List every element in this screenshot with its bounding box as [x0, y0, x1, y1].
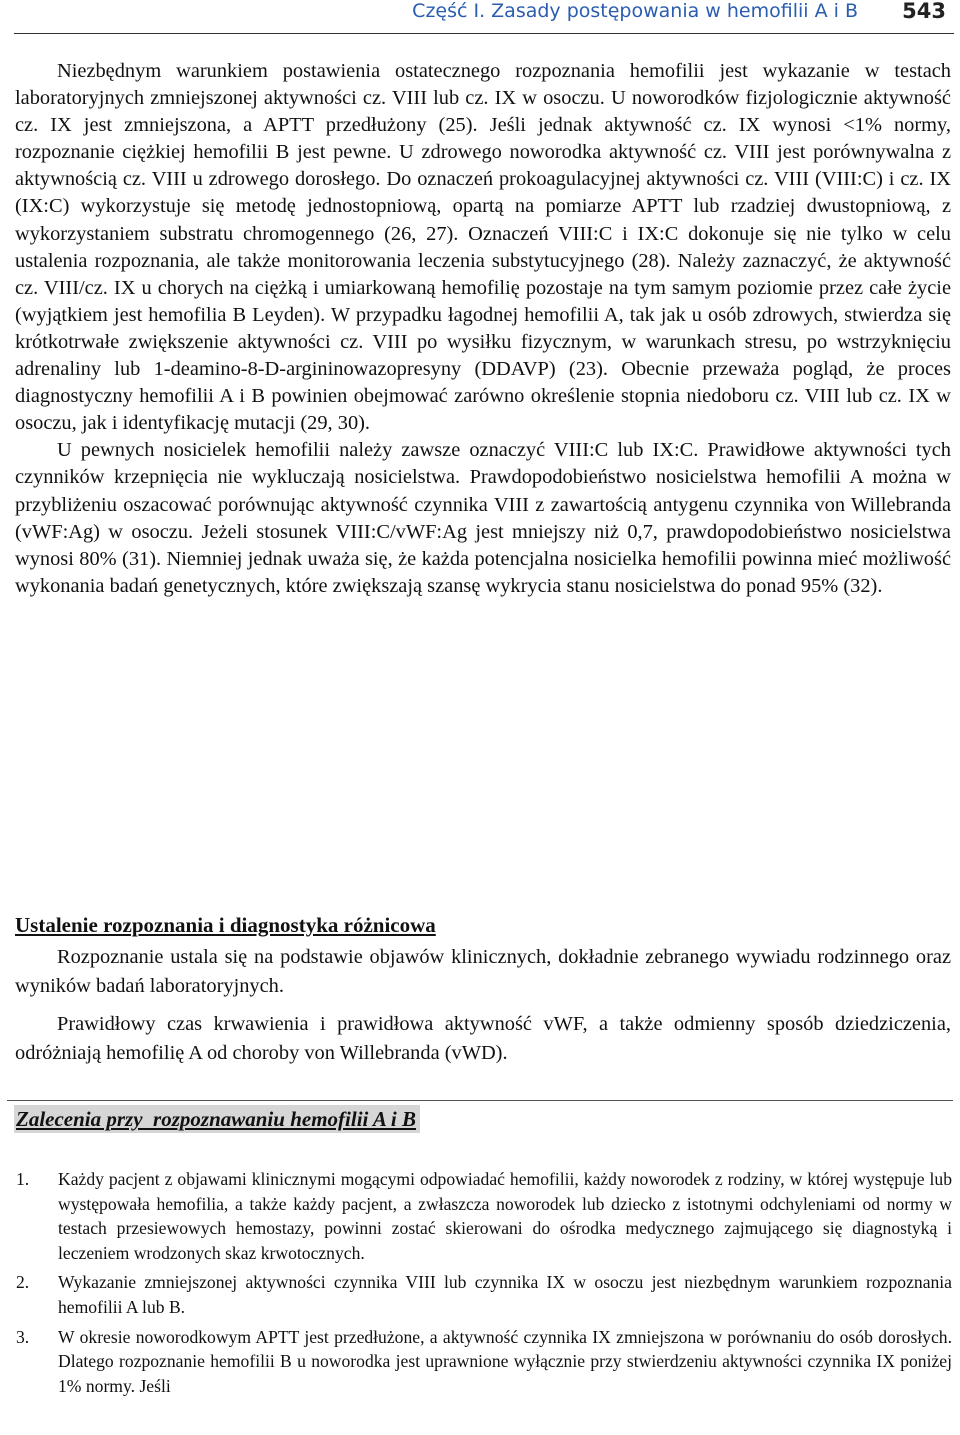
header-divider	[14, 33, 954, 34]
list-item-text: W okresie noworodkowym APTT jest przedłużone, a aktywność czynnika IX zmniejszona w porównaniu do osób dorosłych. Dlatego rozpoznanie hemofilii B u noworodka jest uprawnione wyłącznie przy stwierdzeniu aktywności czynnika IX poniżej 1% normy. Jeśli	[58, 1326, 952, 1396]
section-text	[15, 943, 951, 1077]
list-item-number: 2.	[16, 1272, 30, 1293]
running-header-title: Część I. Zasady postępowania w hemofilii A i B	[412, 0, 858, 22]
recommendations-title: Zalecenia przy rozpoznawaniu hemofilii A i B	[14, 1105, 420, 1133]
main-text	[15, 58, 951, 600]
list-item-number: 3.	[16, 1326, 30, 1347]
list-item	[14, 1167, 952, 1265]
paragraph: U pewnych nosicielek hemofilii należy zawsze oznaczyć VIII:C lub IX:C. Prawidłowe aktywności tych czynników krzepnięcia nie wykluczają nosicielstwa. Prawdopodobieństwo nosicielstwa hemofilii A można w przybliżeniu oszacować porównując aktywność czynnika VIII z zawartością antygenu czynnika von Willebranda (vWF:Ag) w osoczu. Jeżeli stosunek VIII:C/vWF:Ag jest mniejszy niż 0,7, prawdopodobieństwo nosicielstwa wynosi 80% (31). Niemniej jednak uważa się, że każda potencjalna nosicielka hemofilii powinna mieć możliwość wykonania badań genetycznych, które zwiększają szansę wykrycia stanu nosicielstwa do ponad 95% (32).	[15, 439, 951, 597]
list-item	[14, 1270, 952, 1319]
paragraph: Niezbędnym warunkiem postawienia ostatecznego rozpoznania hemofilii jest wykazanie w testach laboratoryjnych zmniejszonej aktywności cz. VIII lub cz. IX w osoczu. U noworodków fizjologicznie aktywność cz. IX jest zmniejszona, a APTT przedłużony (25). Jeśli jednak aktywność cz. IX wynosi <1% normy, rozpoznanie ciężkiej hemofilii B jest pewne. U zdrowego noworodka aktywność cz. VIII jest porównywalna z aktywnością cz. VIII u zdrowego dorosłego. Do oznaczeń prokoagulacyjnej aktywności cz. VIII (VIII:C) i cz. IX (IX:C) wykorzystuje się metodę jednostopniową, opartą na pomiarze APTT lub rzadziej dwustopniową, z wykorzystaniem substratu chromogennego (26, 27). Oznaczeń VIII:C i IX:C dokonuje się nie tylko w celu ustalenia rozpoznania, ale także monitorowania leczenia substytucyjnego (28). Należy zaznaczyć, że aktywność cz. VIII/cz. IX u chorych na ciężką i umiarkowaną hemofilię pozostaje na tym samym poziomie przez całe życie (wyjątkiem jest hemofilia B Leyden). W przypadku łagodnej hemofilii A, tak jak u osób zdrowych, stwierdza się krótkotrwałe zwiększenie aktywności cz. VIII po wysiłku fizycznym, w warunkach stresu, po wstrzyknięciu adrenaliny lub 1-deamino-8-D-argininowazopresyny (DDAVP) (23). Obecnie przeważa pogląd, że proces diagnostyczny hemofilii A i B powinien obejmować zarówno określenie stopnia niedoboru cz. VIII lub cz. IX w osoczu, jak i identyfikację mutacji (29, 30).	[15, 60, 951, 435]
recommendations-divider	[7, 1100, 953, 1101]
section-heading: Ustalenie rozpoznania i diagnostyka różnicowa	[15, 913, 436, 937]
running-header	[0, 0, 950, 30]
list-item-number: 1.	[16, 1169, 30, 1189]
recommendations-list	[14, 1167, 952, 1403]
paragraph: Prawidłowy czas krwawienia i prawidłowa aktywność vWF, a także odmienny sposób dziedziczenia, odróżniają hemofilię A od choroby von Willebranda (vWD).	[15, 1013, 951, 1064]
list-item	[14, 1325, 952, 1399]
page-number: 543	[902, 0, 946, 23]
list-item-text: Wykazanie zmniejszonej aktywności czynnika VIII lub czynnika IX w osoczu jest niezbędnym warunkiem rozpoznania hemofilii A lub B.	[58, 1272, 952, 1317]
paragraph: Rozpoznanie ustala się na podstawie objawów klinicznych, dokładnie zebranego wywiadu rodzinnego oraz wyników badań laboratoryjnych.	[15, 946, 951, 997]
list-item-text: Każdy pacjent z objawami klinicznymi mogącymi odpowiadać hemofilii, każdy noworodek z rodziny, w której występuje lub występowała hemofilia, a także każdy pacjent, a zwłaszcza noworodek lub dziecko z istotnymi odchyleniami od normy w testach przesiewowych hemostazy, powinni zostać skierowani do ośrodka medycznego zajmującego się diagnostyką i leczeniem wrodzonych skaz krwotocznych.	[58, 1169, 952, 1263]
